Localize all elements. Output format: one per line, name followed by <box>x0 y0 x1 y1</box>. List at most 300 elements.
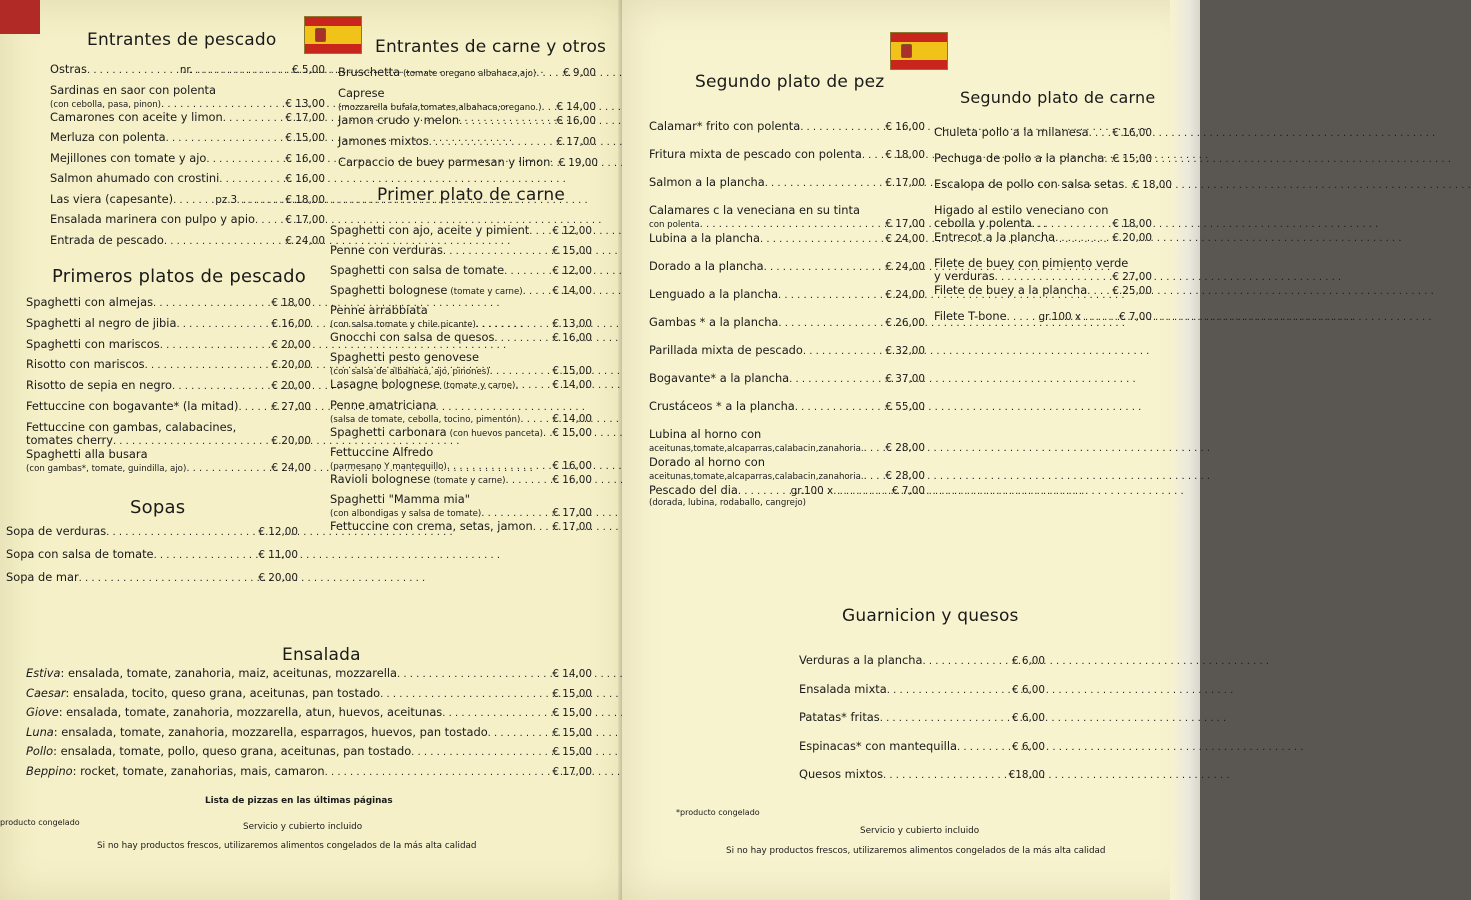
menu-item-price: € 13,00 <box>552 318 592 331</box>
leader-dots <box>160 338 270 352</box>
menu-item-name: Higado al estilo veneciano con <box>934 203 1109 217</box>
menu-item-name: Lubina a la plancha <box>649 231 761 245</box>
leader-dots <box>778 288 883 302</box>
salad-ingredients: : rocket, tomate, zanahorias, mais, camaron <box>72 763 325 778</box>
menu-item-price: € 12,00 <box>258 526 298 538</box>
menu-item-name: Risotto de sepia en negro <box>26 378 173 393</box>
menu-item-description: (tomate oregano albahaca,ajo) <box>403 69 537 79</box>
menu-item <box>934 204 1152 231</box>
leader-dots <box>738 484 791 498</box>
menu-item-name: Fettuccine con gambas, calabacines, <box>26 419 237 434</box>
spain-flag-icon <box>304 16 362 54</box>
menu-item <box>330 493 592 520</box>
menu-item <box>330 473 592 493</box>
menu-item-price: € 20,00 <box>258 572 298 584</box>
menu-item-description: (con salsa tomate y chile picante) <box>330 320 476 331</box>
menu-item <box>330 284 592 304</box>
salad-name: Caesar <box>26 685 66 700</box>
menu-item-price: € 9,00 <box>562 67 596 79</box>
leader-dots <box>504 264 550 278</box>
leader-dots <box>1055 231 1110 245</box>
leader-dots <box>523 284 551 298</box>
menu-item-name: Las viera (capesante) <box>50 191 174 206</box>
menu-item-unit: pz.3 <box>215 193 238 206</box>
menu-item <box>338 135 596 156</box>
menu-item-name: Entrada de pescado <box>50 232 164 247</box>
menu-item-description: (mozzarella bufala,tomates,albahaca,oregano.) <box>338 103 542 113</box>
menu-item-name: Entrecot a la plancha <box>934 230 1056 244</box>
salad-price: € 15,00 <box>552 746 592 759</box>
menu-item-price: € 17,00 <box>285 214 325 226</box>
menu-item-name: Fritura mixta de pescado con polenta <box>649 147 862 161</box>
leader-dots <box>87 63 180 77</box>
menu-item <box>934 284 1152 310</box>
menu-item <box>330 426 592 446</box>
menu-item-price: € 24,00 <box>885 233 925 245</box>
menu-item <box>50 63 325 84</box>
section-guarnicion <box>799 654 1045 797</box>
fresh-note: Si no hay productos frescos, utilizaremos alimentos congelados de la más alta calidad <box>726 846 1106 856</box>
menu-item-name: Filete T-bone <box>934 309 1007 323</box>
table-edge <box>0 0 40 34</box>
menu-item-name-cont: tomates cherry <box>26 432 113 447</box>
leader-dots <box>795 400 884 414</box>
salad-item <box>26 706 592 726</box>
menu-item-price: € 17,00 <box>552 506 592 519</box>
menu-item-price: € 17,00 <box>885 218 925 230</box>
menu-item <box>649 260 925 288</box>
menu-item-price: € 24,00 <box>885 289 925 301</box>
menu-item <box>649 372 925 400</box>
menu-item-unit: gr.100 x <box>1038 311 1082 323</box>
leader-dots <box>164 234 283 248</box>
leader-dots <box>166 131 284 145</box>
menu-item-price: € 24,00 <box>885 261 925 273</box>
menu-item <box>649 428 925 456</box>
leader-dots <box>995 270 1111 284</box>
menu-item-price: € 16,00 <box>1112 127 1152 139</box>
menu-item-description: (tomate y carne) <box>443 381 516 392</box>
menu-item-price: € 7,00 <box>1118 311 1152 323</box>
menu-item <box>338 66 596 87</box>
menu-item-price: € 19,00 <box>558 157 598 169</box>
menu-item-price: € 17,00 <box>556 136 596 148</box>
leader-dots <box>541 100 554 114</box>
salad-name: Luna <box>26 724 54 739</box>
menu-item-name: Spaghetti alla busara <box>26 446 148 461</box>
menu-item <box>934 257 1152 284</box>
menu-item <box>6 571 298 594</box>
menu-item-price: € 16,00 <box>285 152 325 165</box>
menu-item <box>799 683 1045 712</box>
menu-item <box>649 400 925 428</box>
menu-item-name: Ravioli bolognese <box>330 471 431 486</box>
leader-dots <box>529 224 550 238</box>
menu-item-name-cont: cebolla y polenta <box>934 216 1032 230</box>
menu-item-name: Calamar* frito con polenta <box>649 119 801 133</box>
menu-item-price: € 20,00 <box>1112 232 1152 244</box>
section-title-segundo-carne: Segundo plato de carne <box>960 88 1156 107</box>
menu-item <box>934 310 1152 336</box>
menu-item-name: Fettuccine Alfredo <box>330 444 434 459</box>
menu-item-price: € 16,00 <box>885 121 925 133</box>
leader-dots <box>476 317 550 331</box>
menu-right-page <box>622 0 1200 900</box>
menu-item <box>649 344 925 372</box>
menu-item-name: Penne con verduras <box>330 243 443 258</box>
menu-item-description: aceitunas,tomate,alcaparras,calabacin,zanahoria. <box>649 444 864 454</box>
menu-item-price: € 18,00 <box>1132 179 1172 191</box>
menu-item-name: Parillada mixta de pescado <box>649 343 803 357</box>
menu-item-price: € 55,00 <box>885 401 925 413</box>
menu-left-page <box>0 0 628 900</box>
menu-item-price: € 16,00 <box>552 459 592 472</box>
menu-item-unit: nr. <box>179 64 194 76</box>
menu-item <box>50 193 325 214</box>
salad-item <box>26 726 592 746</box>
menu-item-price: € 18,00 <box>885 149 925 161</box>
section-title-guarnicion: Guarnicion y quesos <box>842 606 1019 626</box>
menu-item-name: Dorado a la plancha <box>649 259 764 273</box>
menu-item-name: Quesos mixtos <box>799 767 884 781</box>
menu-item-name: Gnocchi con salsa de quesos <box>330 330 495 345</box>
leader-dots <box>79 571 257 585</box>
menu-item <box>50 111 325 132</box>
menu-item-name-cont: y verduras <box>934 269 995 283</box>
menu-item <box>330 331 592 351</box>
salad-ingredients: : ensalada, tomate, zanahoria, maiz, aceitunas, mozzarella <box>60 666 398 680</box>
menu-item <box>26 296 311 317</box>
leader-dots <box>411 745 550 759</box>
menu-item-name: Bruschetta <box>338 65 401 79</box>
menu-item-name: Lasagne bolognese <box>330 377 441 392</box>
menu-item-price: € 7,00 <box>891 485 925 497</box>
menu-item-name: Spaghetti con ajo, aceite y pimient <box>330 223 530 237</box>
menu-item-name: Lubina al horno con <box>649 427 762 441</box>
menu-item-name: Penne arrabbiata <box>330 303 428 318</box>
salad-price: € 17,00 <box>552 765 592 778</box>
leader-dots <box>113 434 269 448</box>
menu-item-price: € 12,00 <box>552 225 592 237</box>
menu-item-name: Merluza con polenta <box>50 130 166 144</box>
section-title-ensalada: Ensalada <box>282 645 361 665</box>
leader-dots <box>887 683 1010 697</box>
menu-item <box>330 244 592 264</box>
leader-dots <box>789 372 883 386</box>
leader-dots <box>880 711 1010 725</box>
menu-item-price: € 14,00 <box>556 101 596 113</box>
salad-ingredients: : ensalada, tomate, zanahoria, mozzarella, atun, huevos, aceitunas <box>58 705 443 720</box>
menu-item-price: € 15,00 <box>552 245 592 258</box>
leader-dots <box>255 213 283 227</box>
leader-dots <box>533 520 551 534</box>
menu-item <box>934 152 1152 178</box>
leader-dots <box>219 172 283 186</box>
salad-item <box>26 765 592 785</box>
leader-dots <box>443 244 550 258</box>
menu-item-name: Sardinas en saor con polenta <box>50 82 216 97</box>
leader-dots <box>161 97 283 111</box>
section-title-entrantes-pescado: Entrantes de pescado <box>87 30 277 50</box>
section-title-entrantes-carne: Entrantes de carne y otros <box>375 37 607 57</box>
menu-item <box>338 156 596 177</box>
menu-item-price: €18,00 <box>1008 769 1045 781</box>
section-title-segundo-pez: Segundo plato de pez <box>695 72 885 92</box>
menu-item-name: Sopa de mar <box>6 570 79 584</box>
menu-item-name: Lenguado a la plancha <box>649 287 779 301</box>
section-sopas <box>6 525 298 594</box>
leader-dots <box>536 66 561 80</box>
menu-item-price: € 24,00 <box>285 234 325 247</box>
menu-item <box>799 711 1045 740</box>
leader-dots <box>1032 217 1111 231</box>
menu-item-price: € 11,00 <box>258 549 298 561</box>
menu-item-price: € 32,00 <box>885 345 925 357</box>
menu-item-name: Filete de buey a la plancha <box>934 283 1088 297</box>
menu-item-name: Spaghetti "Mamma mia" <box>330 491 470 506</box>
menu-item-name: Spaghetti con almejas <box>26 295 154 309</box>
leader-dots <box>543 426 550 440</box>
menu-item-name: Jamones mixtos <box>338 134 429 148</box>
leader-dots <box>506 473 551 487</box>
section-segundo-pez <box>649 120 925 512</box>
leader-dots <box>800 120 883 134</box>
menu-item-name: Caprese <box>338 86 385 100</box>
fresh-note: Si no hay productos frescos, utilizaremos alimentos congelados de la más alta calidad <box>97 841 477 851</box>
menu-item-price: € 16,00 <box>556 115 596 127</box>
menu-item <box>330 378 592 398</box>
menu-item <box>26 338 311 359</box>
menu-item <box>330 399 592 426</box>
salad-item <box>26 745 592 765</box>
menu-item <box>330 224 592 244</box>
menu-item <box>50 152 325 173</box>
menu-item <box>934 231 1152 257</box>
menu-item-price: € 6,00 <box>1011 683 1045 696</box>
leader-dots <box>778 316 883 330</box>
section-ensalada <box>26 667 592 785</box>
leader-dots <box>700 217 884 231</box>
menu-item-name: Dorado al horno con <box>649 455 765 469</box>
menu-item <box>338 87 596 114</box>
menu-item-name: Ensalada marinera con pulpo y apio <box>50 212 255 226</box>
menu-item-unit: gr.100 x <box>790 485 834 497</box>
menu-item-price: € 14,00 <box>552 412 592 425</box>
menu-item-price: € 20,00 <box>271 338 311 351</box>
menu-item <box>649 148 925 176</box>
menu-item <box>799 768 1045 797</box>
menu-item <box>330 304 592 331</box>
menu-item <box>26 421 311 448</box>
menu-item-price: € 28,00 <box>885 442 925 454</box>
menu-item-price: € 13,00 <box>285 97 325 110</box>
leader-dots <box>380 687 550 701</box>
menu-item-name: Camarones con aceite y limon <box>50 109 223 124</box>
leader-dots <box>864 469 884 483</box>
menu-item <box>6 548 298 571</box>
menu-item-price: € 20,00 <box>271 434 311 447</box>
menu-item <box>799 740 1045 769</box>
menu-item <box>338 114 596 135</box>
menu-item <box>330 520 592 540</box>
menu-item <box>26 358 311 379</box>
menu-item-name: Jamon crudo y melon <box>338 113 460 127</box>
menu-item-price: € 28,00 <box>885 470 925 482</box>
leader-dots <box>837 484 890 498</box>
section-primer-carne <box>330 224 592 540</box>
menu-item-price: € 18,00 <box>1112 218 1152 230</box>
frozen-note: producto congelado <box>0 818 80 827</box>
leader-dots <box>515 378 550 392</box>
service-note: Servicio y cubierto incluido <box>243 822 363 832</box>
menu-item-price: € 18,00 <box>285 193 325 206</box>
menu-item-price: € 20,00 <box>271 380 311 393</box>
menu-item-name: Crustáceos * a la plancha <box>649 399 795 413</box>
menu-item <box>330 264 592 284</box>
pizza-note: Lista de pizzas en las últimas páginas <box>205 796 393 806</box>
leader-dots <box>862 148 884 162</box>
menu-item-name: Espinacas* con mantequilla <box>799 738 957 753</box>
menu-item-price: € 16,00 <box>552 332 592 345</box>
menu-item-price: € 17,00 <box>552 520 592 533</box>
menu-item-price: € 17,00 <box>885 177 925 189</box>
menu-item-price: € 26,00 <box>885 317 925 329</box>
menu-item-description: (con cebolla, pasa, pinon) <box>50 99 162 110</box>
menu-item-name: Bogavante* a la plancha <box>649 371 790 385</box>
menu-item <box>50 213 325 234</box>
menu-item-name: Mejillones con tomate y ajo <box>50 150 207 165</box>
menu-item-description: (salsa de tomate, cebolla, tocino, pimentón) <box>330 414 521 425</box>
menu-item-name: Spaghetti al negro de jibia <box>26 315 177 330</box>
menu-item <box>50 172 325 193</box>
menu-item-price: € 16,00 <box>552 473 592 486</box>
menu-item-price: € 37,00 <box>885 373 925 385</box>
menu-item <box>26 448 311 475</box>
menu-item-name: Penne amatriciana <box>330 397 437 412</box>
menu-item <box>649 204 925 232</box>
menu-item-price: € 16,00 <box>285 173 325 185</box>
section-segundo-carne <box>934 125 1172 336</box>
leader-dots <box>923 654 1010 668</box>
menu-item <box>934 126 1152 152</box>
leader-dots <box>883 768 1007 782</box>
menu-item-description: (con huevos panceta) <box>449 428 544 439</box>
section-entrantes-carne <box>338 66 596 177</box>
menu-item-price: € 27,00 <box>1112 271 1152 283</box>
menu-item-price: € 27,00 <box>271 400 311 413</box>
menu-item-name: Patatas* fritas <box>799 710 880 724</box>
leader-dots <box>206 152 283 166</box>
leader-dots <box>172 379 269 393</box>
salad-price: € 15,00 <box>552 707 592 720</box>
menu-item-description: (parmesano Y mantequillo) <box>330 461 447 472</box>
section-title-primeros-pescado: Primeros platos de pescado <box>52 266 306 287</box>
frozen-note: *producto congelado <box>676 808 760 817</box>
leader-dots <box>481 506 550 520</box>
section-title-sopas: Sopas <box>130 497 186 518</box>
leader-dots <box>1087 284 1110 298</box>
menu-item-name: Filete de buey con pimiento verde <box>934 256 1129 270</box>
leader-dots <box>803 344 883 358</box>
salad-ingredients: : ensalada, tocito, queso grana, aceitunas, pan tostado <box>65 685 381 700</box>
menu-item-name: Gambas * a la plancha <box>649 315 779 329</box>
menu-item-description: aceitunas,tomate,alcaparras,calabacin,zanahoria. <box>649 472 864 482</box>
menu-item-name: Sopa de verduras <box>6 524 107 538</box>
leader-dots <box>864 441 884 455</box>
leader-dots <box>1007 310 1039 324</box>
menu-item-price: € 14,00 <box>552 379 592 392</box>
salad-name: Beppino <box>26 763 73 778</box>
salad-item <box>26 667 592 687</box>
salad-price: € 15,00 <box>552 726 592 739</box>
menu-item-price: € 14,00 <box>552 285 592 298</box>
menu-item <box>50 84 325 111</box>
leader-dots <box>176 317 269 331</box>
menu-item-price: € 16,00 <box>271 317 311 330</box>
salad-name: Estiva <box>26 666 61 680</box>
menu-item <box>50 131 325 152</box>
menu-item-name: Fettuccine con crema, setas, jamon <box>330 518 533 533</box>
leader-dots <box>241 193 283 207</box>
menu-item <box>649 288 925 316</box>
menu-item-name: Risotto con mariscos <box>26 357 145 372</box>
salad-item <box>26 687 592 707</box>
leader-dots <box>1085 310 1117 324</box>
menu-item <box>649 120 925 148</box>
menu-item-name: Spaghetti carbonara <box>330 424 447 439</box>
menu-item-price: € 6,00 <box>1011 740 1045 753</box>
section-entrantes-pescado <box>50 63 325 254</box>
menu-item-price: € 25,00 <box>1112 285 1152 297</box>
menu-item-price: € 5,00 <box>291 64 325 76</box>
menu-item <box>649 456 925 484</box>
leader-dots <box>764 260 884 274</box>
menu-item-price: € 15,00 <box>552 426 592 439</box>
menu-item-price: € 6,00 <box>1011 655 1045 667</box>
menu-item <box>649 316 925 344</box>
menu-item-description: (con albondigas y salsa de tomate) <box>330 508 482 519</box>
menu-item-name: Spaghetti con salsa de tomate <box>330 263 505 278</box>
menu-item-description: (tomate y carne) <box>433 475 506 486</box>
leader-dots <box>490 364 551 378</box>
menu-item <box>6 525 298 548</box>
leader-dots <box>238 400 269 414</box>
menu-item <box>330 351 592 378</box>
menu-item-price: € 18,00 <box>271 297 311 309</box>
leader-dots <box>397 667 550 681</box>
leader-dots <box>442 706 550 720</box>
menu-item-name: Spaghetti bolognese <box>330 283 448 298</box>
menu-item-description: (con salsa de albahaca, ajo, pinones) <box>330 367 490 378</box>
menu-item-price: € 6,00 <box>1011 712 1045 724</box>
menu-item-price: € 12,00 <box>552 265 592 278</box>
leader-dots <box>173 193 215 207</box>
leader-dots <box>153 296 269 310</box>
leader-dots <box>106 525 256 539</box>
leader-dots <box>459 114 554 128</box>
leader-dots <box>325 765 551 779</box>
leader-dots <box>186 461 269 475</box>
menu-item-name: Calamares c la veneciana en su tinta <box>649 203 860 217</box>
menu-item-name: Ensalada mixta <box>799 681 887 696</box>
salad-ingredients: : ensalada, tomate, zanahoria, mozzarella, esparragos, huevos, pan tostado <box>53 724 488 739</box>
salad-ingredients: : ensalada, tomate, pollo, queso grana, aceitunas, pan tostado <box>53 744 412 759</box>
menu-item-description: (con gambas*, tomate, guindilla, ajo) <box>26 463 187 474</box>
menu-item-name: Ostras <box>50 62 87 76</box>
menu-item <box>649 484 925 512</box>
salad-price: € 15,00 <box>552 687 592 700</box>
salad-price: € 14,00 <box>552 668 592 680</box>
